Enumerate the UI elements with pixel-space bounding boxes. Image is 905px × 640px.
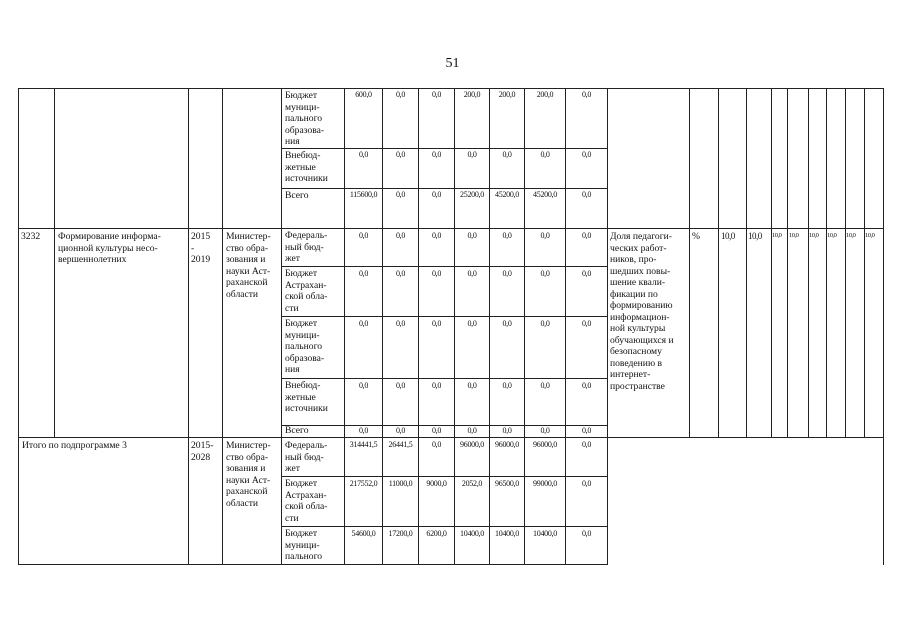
value-cell: 2052,0: [461, 479, 483, 488]
indicator-target: 10,0: [809, 232, 819, 239]
value-cell: 0,0: [540, 426, 550, 435]
indicator-target: 10,0: [865, 232, 875, 239]
grid-line: [18, 228, 884, 229]
grid-line: [864, 88, 865, 437]
funding-source-cell: Внебюд- жетные источники: [285, 150, 328, 184]
value-cell: 0,0: [395, 90, 406, 99]
grid-line: [281, 88, 282, 565]
value-cell: 0,0: [358, 231, 369, 240]
value-cell: 0,0: [581, 529, 592, 538]
value-cell: 200,0: [463, 90, 481, 99]
value-cell: 45200,0: [495, 190, 519, 199]
subtotal-period: 2015- 2028: [191, 440, 214, 463]
value-cell: 0,0: [581, 90, 592, 99]
value-cell: 0,0: [540, 319, 550, 328]
value-cell: 0,0: [395, 190, 406, 199]
value-cell: 0,0: [467, 381, 477, 390]
value-cell: 0,0: [581, 479, 592, 488]
grid-line: [826, 88, 827, 437]
value-cell: 26441,5: [388, 440, 413, 449]
item-code: 3232: [21, 231, 41, 242]
value-cell: 96000,0: [495, 440, 519, 449]
item-executor: Министер- ство обра- зования и науки Аст- раханской области: [226, 231, 271, 300]
value-cell: 0,0: [395, 319, 406, 328]
value-cell: 0,0: [395, 381, 406, 390]
value-cell: 0,0: [358, 319, 369, 328]
value-cell: 0,0: [502, 426, 512, 435]
subtotal-name: Итого по подпрограмме 3: [22, 440, 127, 451]
value-cell: 0,0: [431, 190, 442, 199]
value-cell: 99000,0: [533, 479, 557, 488]
value-cell: 17200,0: [388, 529, 413, 538]
grid-line: [18, 564, 607, 565]
value-cell: 0,0: [502, 231, 512, 240]
value-cell: 0,0: [358, 381, 369, 390]
value-cell: 0,0: [581, 231, 592, 240]
grid-line: [222, 88, 223, 565]
indicator-target: 10,0: [748, 231, 762, 241]
value-cell: 0,0: [467, 231, 477, 240]
indicator-unit: %: [692, 231, 700, 242]
grid-line: [281, 316, 608, 317]
value-cell: 0,0: [540, 381, 550, 390]
value-cell: 0,0: [540, 150, 550, 159]
value-cell: 314441,5: [349, 440, 378, 449]
grid-line: [188, 88, 189, 565]
value-cell: 54600,0: [351, 529, 376, 538]
funding-source-cell: Всего: [285, 190, 309, 201]
value-cell: 115600,0: [349, 190, 378, 199]
value-cell: 9000,0: [426, 479, 447, 488]
value-cell: 0,0: [502, 150, 512, 159]
grid-line: [787, 88, 788, 437]
grid-line: [771, 88, 772, 437]
value-cell: 96000,0: [533, 440, 557, 449]
grid-line: [718, 88, 719, 437]
grid-line: [689, 88, 690, 437]
value-cell: 0,0: [358, 150, 369, 159]
funding-source-cell: Всего: [285, 425, 309, 436]
grid-line: [281, 526, 608, 527]
grid-line: [281, 148, 608, 149]
item-name: Формирование информа- ционной культуры несо- вершеннолетних: [58, 231, 161, 265]
value-cell: 11000,0: [388, 479, 413, 488]
indicator-target: 10,0: [721, 231, 735, 241]
grid-line: [54, 88, 55, 437]
value-cell: 0,0: [431, 440, 442, 449]
value-cell: 600,0: [355, 90, 372, 99]
value-cell: 0,0: [395, 150, 406, 159]
value-cell: 10400,0: [533, 529, 557, 538]
value-cell: 0,0: [431, 231, 442, 240]
value-cell: 0,0: [502, 269, 512, 278]
value-cell: 10400,0: [460, 529, 484, 538]
indicator-target: 10,0: [846, 232, 856, 239]
grid-line: [607, 88, 608, 565]
value-cell: 0,0: [358, 269, 369, 278]
funding-source-cell: Бюджет муници- пального образова- ния: [285, 90, 325, 147]
value-cell: 45200,0: [533, 190, 557, 199]
grid-line: [281, 266, 608, 267]
value-cell: 0,0: [431, 90, 442, 99]
indicator-target: 10,0: [789, 232, 799, 239]
value-cell: 0,0: [467, 269, 477, 278]
funding-source-cell: Федераль- ный бюд- жет: [285, 230, 328, 264]
value-cell: 0,0: [431, 381, 442, 390]
item-period: 2015 - 2019: [191, 231, 211, 265]
value-cell: 200,0: [536, 90, 554, 99]
funding-source-cell: Бюджет муници- пального образова- ния: [285, 318, 325, 375]
value-cell: 0,0: [581, 269, 592, 278]
grid-line: [808, 88, 809, 437]
value-cell: 0,0: [540, 231, 550, 240]
grid-line: [281, 188, 608, 189]
value-cell: 0,0: [581, 150, 592, 159]
subtotal-executor: Министер- ство обра- зования и науки Аст- раханской области: [226, 440, 271, 509]
indicator-target: 10,0: [827, 232, 837, 239]
value-cell: 6200,0: [426, 529, 447, 538]
value-cell: 96000,0: [460, 440, 484, 449]
funding-source-cell: Бюджет муници- пального: [285, 528, 323, 562]
value-cell: 0,0: [581, 426, 592, 435]
value-cell: 0,0: [467, 426, 477, 435]
value-cell: 200,0: [498, 90, 516, 99]
grid-line: [281, 378, 608, 379]
value-cell: 0,0: [431, 426, 442, 435]
value-cell: 0,0: [540, 269, 550, 278]
value-cell: 0,0: [581, 440, 592, 449]
value-cell: 25200,0: [460, 190, 484, 199]
funding-source-cell: Бюджет Астрахан- ской обла- сти: [285, 268, 328, 314]
value-cell: 96500,0: [495, 479, 519, 488]
value-cell: 0,0: [431, 150, 442, 159]
value-cell: 0,0: [431, 319, 442, 328]
value-cell: 0,0: [467, 319, 477, 328]
funding-source-cell: Бюджет Астрахан- ской обла- сти: [285, 478, 328, 524]
grid-line: [845, 88, 846, 437]
grid-line: [18, 88, 19, 565]
value-cell: 0,0: [431, 269, 442, 278]
value-cell: 0,0: [395, 426, 406, 435]
page-number: 51: [445, 56, 460, 71]
value-cell: 0,0: [502, 381, 512, 390]
grid-line: [18, 88, 884, 89]
grid-line: [746, 88, 747, 437]
value-cell: 0,0: [467, 150, 477, 159]
grid-line: [883, 88, 884, 565]
value-cell: 0,0: [502, 319, 512, 328]
value-cell: 0,0: [395, 269, 406, 278]
value-cell: 10400,0: [495, 529, 519, 538]
value-cell: 0,0: [395, 231, 406, 240]
indicator-name: Доля педагоги- ческих работ- ников, про- шедших повы- шение квали- фикации по формированию информацион- ной культуры обучающихся и безопасному поведению в интернет- пространстве: [610, 231, 674, 392]
funding-source-cell: Внебюд- жетные источники: [285, 380, 328, 414]
grid-line: [281, 476, 608, 477]
value-cell: 0,0: [581, 381, 592, 390]
grid-line: [18, 437, 884, 438]
value-cell: 217552,0: [349, 479, 378, 488]
funding-source-cell: Федераль- ный бюд- жет: [285, 440, 328, 474]
value-cell: 0,0: [358, 426, 369, 435]
value-cell: 0,0: [581, 190, 592, 199]
value-cell: 0,0: [581, 319, 592, 328]
indicator-target: 10,0: [772, 232, 782, 239]
